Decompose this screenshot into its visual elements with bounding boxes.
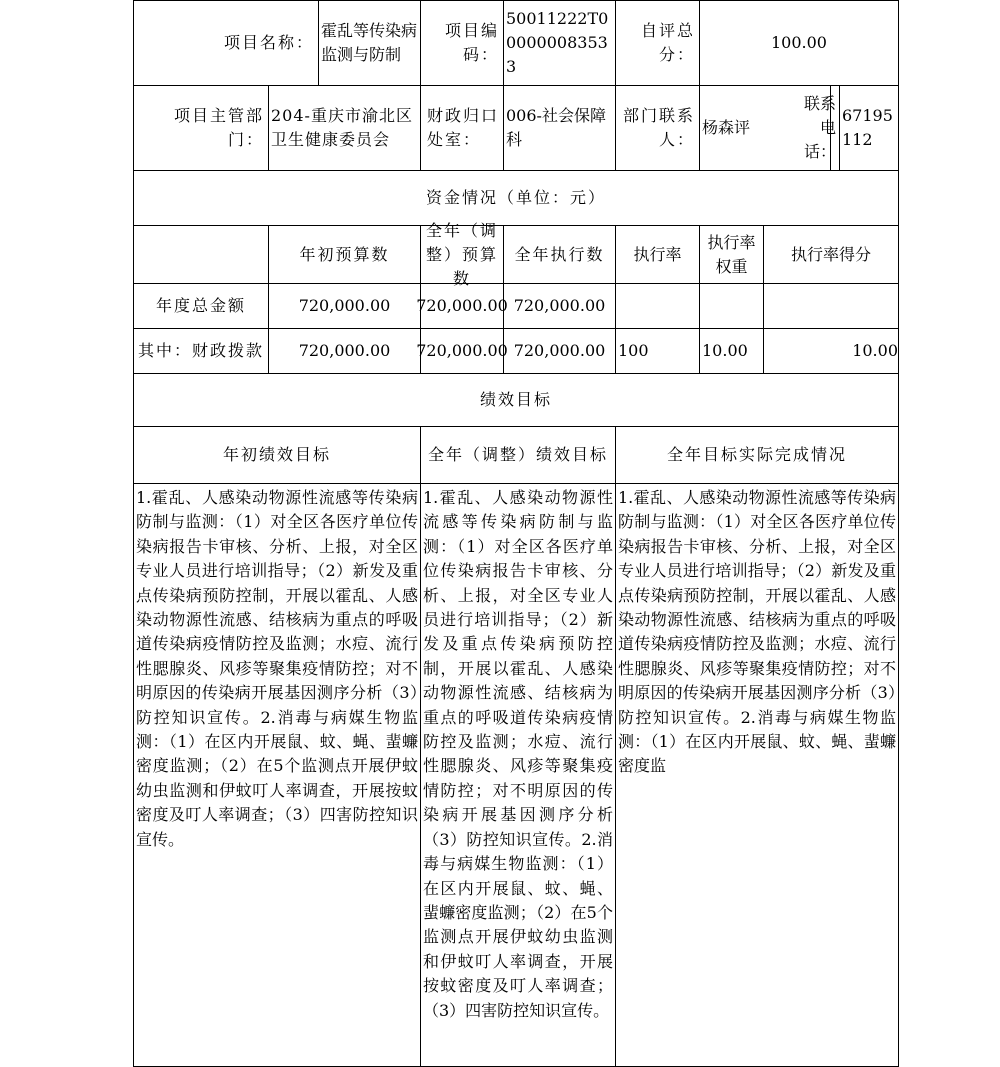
- perf-header-adjusted: 全年（调整）绩效目标: [421, 427, 616, 484]
- evaluation-table: [133, 0, 899, 1067]
- header-initial-budget: 年初预算数: [269, 226, 421, 284]
- perf-actual-text: 1.霍乱、人感染动物源性流感等传染病防制与监测：（1）对全区各医疗单位传染病报告卡审核、分析、上报，对全区专业人员进行培训指导；（2）新发及重点传染病预防控制，开展以霍乱、人感染动物源性流感、结核病为重点的呼吸道传染病疫情防控及监测；水痘、流行性腮腺炎、风疹等聚集疫情防控；对不明原因的传染病开展基因测序分析（3）防控知识宣传。2.消毒与病媒生物监测：（1）在区内开展鼠、蚊、蝇、蜚蠊密度监: [616, 484, 899, 1067]
- header-rate-score: 执行率得分: [764, 226, 899, 284]
- header-adjusted-budget: 全年（调整）预算数: [421, 226, 504, 284]
- row-total-label: 年度总金额: [134, 284, 269, 329]
- finance: 006-社会保障科: [504, 86, 616, 171]
- self-score: 100.00: [700, 1, 899, 86]
- funds-header-blank: [134, 226, 269, 284]
- self-score-label: 自评总分：: [616, 1, 700, 86]
- header-rate-weight: 执行率权重: [700, 226, 764, 284]
- project-code-label: 项目编码：: [421, 1, 504, 86]
- perf-adjusted-text: 1.霍乱、人感染动物源性流感等传染病防制与监测：（1）对全区各医疗单位传染病报告卡审核、分析、上报，对全区专业人员进行培训指导；（2）新发及重点传染病预防控制，开展以霍乱、人感染动物源性流感、结核病为重点的呼吸道传染病疫情防控及监测；水痘、流行性腮腺炎、风疹等聚集疫情防控；对不明原因的传染病开展基因测序分析（3）防控知识宣传。2.消毒与病媒生物监测：（1）在区内开展鼠、蚊、蝇、蜚蠊密度监测；（2）在5个监测点开展伊蚊幼虫监测和伊蚊叮人率调查，开展按蚊密度及叮人率调查；（3）四害防控知识宣传。: [421, 484, 616, 1067]
- row-fiscal-adjusted: 720,000.00: [421, 329, 504, 374]
- row-fiscal-executed: 720,000.00: [504, 329, 616, 374]
- funds-title: 资金情况（单位：元）: [134, 171, 899, 226]
- perf-initial-text: 1.霍乱、人感染动物源性流感等传染病防制与监测：（1）对全区各医疗单位传染病报告卡审核、分析、上报，对全区专业人员进行培训指导；（2）新发及重点传染病预防控制，开展以霍乱、人感染动物源性流感、结核病为重点的呼吸道传染病疫情防控及监测；水痘、流行性腮腺炎、风疹等聚集疫情防控；对不明原因的传染病开展基因测序分析（3）防控知识宣传。2.消毒与病媒生物监测：（1）在区内开展鼠、蚊、蝇、蜚蠊密度监测；（2）在5个监测点开展伊蚊幼虫监测和伊蚊叮人率调查，开展按蚊密度及叮人率调查；（3）四害防控知识宣传。: [134, 484, 421, 1067]
- project-name-label: 项目名称：: [134, 1, 319, 86]
- row-fiscal-initial: 720,000.00: [269, 329, 421, 374]
- contact: 杨森评: [700, 86, 831, 171]
- contact-label: 部门联系人：: [616, 86, 700, 171]
- row-total-adjusted: 720,000.00: [421, 284, 504, 329]
- performance-title: 绩效目标: [134, 374, 899, 427]
- row-fiscal-label: 其中：财政拨款: [134, 329, 269, 374]
- header-executed: 全年执行数: [504, 226, 616, 284]
- phone-label: 联系电话：: [831, 86, 840, 171]
- row-total-executed: 720,000.00: [504, 284, 616, 329]
- row-fiscal-score: 10.00: [764, 329, 899, 374]
- row-fiscal-weight: 10.00: [700, 329, 764, 374]
- row-total-rate: [616, 284, 700, 329]
- finance-label: 财政归口处室：: [421, 86, 504, 171]
- dept-label: 项目主管部门：: [134, 86, 269, 171]
- row-fiscal-rate: 100: [616, 329, 700, 374]
- phone: 67195112: [840, 86, 899, 171]
- dept: 204-重庆市渝北区卫生健康委员会: [269, 86, 421, 171]
- row-total-score: [764, 284, 899, 329]
- project-code: 50011222T000000083533: [504, 1, 616, 86]
- row-total-weight: [700, 284, 764, 329]
- header-rate: 执行率: [616, 226, 700, 284]
- row-total-initial: 720,000.00: [269, 284, 421, 329]
- perf-header-initial: 年初绩效目标: [134, 427, 421, 484]
- project-name: 霍乱等传染病监测与防制: [319, 1, 421, 86]
- perf-header-actual: 全年目标实际完成情况: [616, 427, 899, 484]
